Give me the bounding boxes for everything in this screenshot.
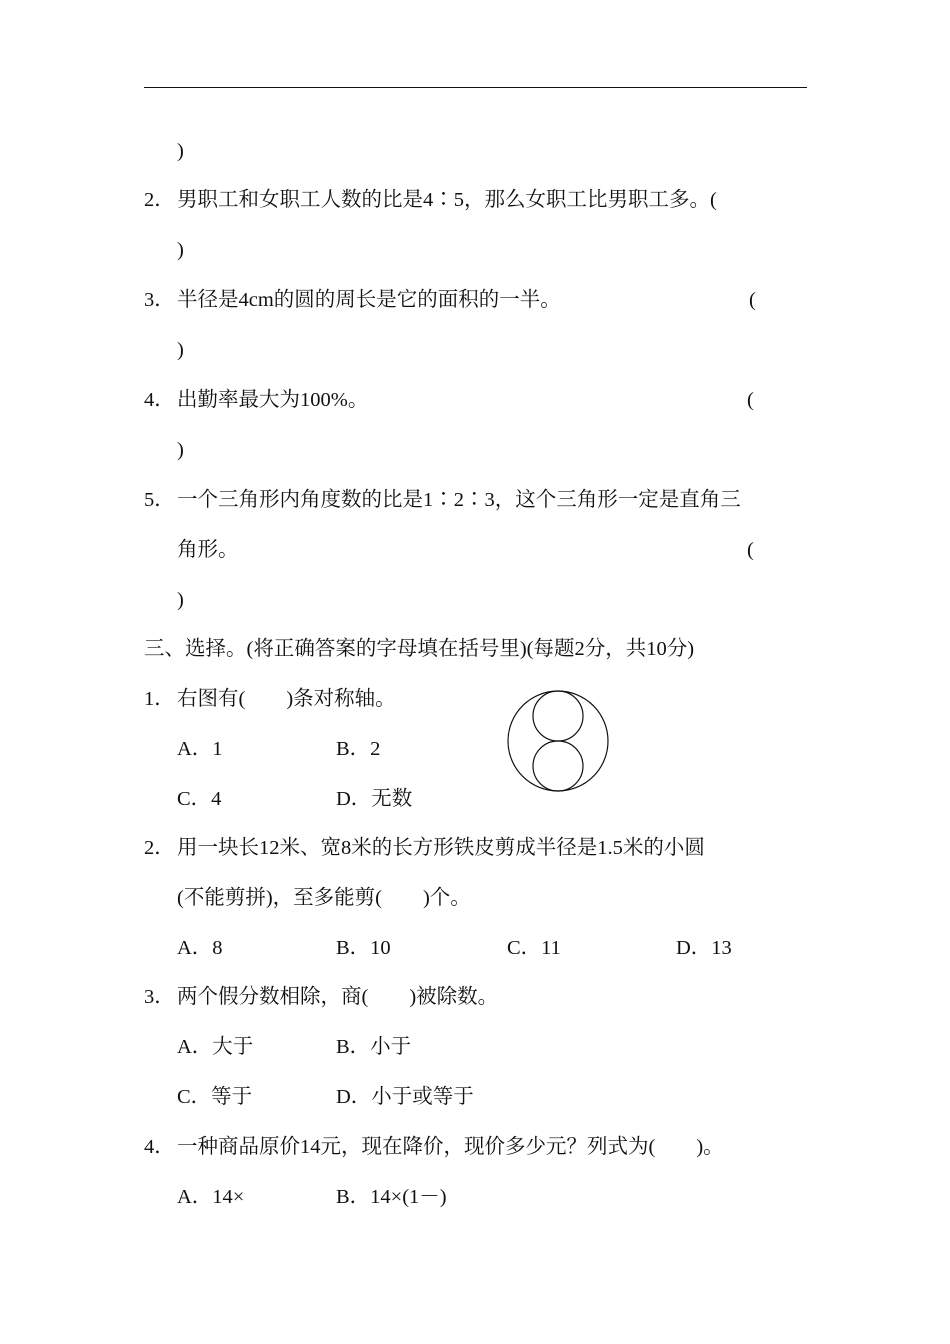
judge-3-number: 3． bbox=[144, 289, 175, 311]
circle-figure bbox=[506, 689, 610, 793]
inner-circle-top bbox=[533, 691, 583, 741]
judge-5-bracket-close: ) bbox=[177, 589, 184, 611]
choice-2-option-d: D．13 bbox=[676, 937, 732, 959]
judge-5-bracket-open: ( bbox=[747, 539, 754, 561]
choice-2-text-line1: 用一块长12米、宽8米的长方形铁皮剪成半径是1.5米的小圆 bbox=[177, 837, 705, 859]
choice-2-option-b: B．10 bbox=[336, 937, 391, 959]
judge-5-number: 5． bbox=[144, 489, 175, 511]
judge-4-text: 出勤率最大为100%。 bbox=[177, 389, 369, 411]
choice-1-option-a: A．1 bbox=[177, 738, 223, 760]
judge-3-text: 半径是4cm的圆的周长是它的面积的一半。 bbox=[177, 289, 561, 311]
choice-1-option-c: C．4 bbox=[177, 788, 222, 810]
choice-3-number: 3． bbox=[144, 986, 175, 1008]
choice-2-number: 2． bbox=[144, 837, 175, 859]
choice-1-number: 1． bbox=[144, 688, 175, 710]
judge-5-text-line2: 角形。 bbox=[177, 539, 239, 561]
judge-3-bracket-close: ) bbox=[177, 339, 184, 361]
choice-2-option-a: A．8 bbox=[177, 937, 223, 959]
judge-3-bracket-open: ( bbox=[749, 289, 756, 311]
choice-2-option-c: C．11 bbox=[507, 937, 561, 959]
judge-4-bracket-close: ) bbox=[177, 439, 184, 461]
judge-2-bracket-close: ) bbox=[177, 239, 184, 261]
inner-circle-bottom bbox=[533, 741, 583, 791]
choice-1-option-d: D．无数 bbox=[336, 788, 413, 810]
choice-1-option-b: B．2 bbox=[336, 738, 381, 760]
choice-4-number: 4． bbox=[144, 1136, 175, 1158]
choice-2-text-line2: (不能剪拼)，至多能剪( )个。 bbox=[177, 887, 471, 909]
answer-bracket-close: ) bbox=[177, 140, 184, 162]
choice-3-option-d: D．小于或等于 bbox=[336, 1086, 474, 1108]
choice-3-text: 两个假分数相除，商( )被除数。 bbox=[177, 986, 499, 1008]
judge-5-text-line1: 一个三角形内角度数的比是1∶2∶3，这个三角形一定是直角三 bbox=[177, 489, 741, 511]
header-rule bbox=[144, 87, 807, 88]
choice-3-option-a: A．大于 bbox=[177, 1036, 254, 1058]
choice-4-option-a: A．14× bbox=[177, 1186, 245, 1208]
choice-4-text: 一种商品原价14元，现在降价，现价多少元？列式为( )。 bbox=[177, 1136, 724, 1158]
section-3-heading: 三、选择。(将正确答案的字母填在括号里)(每题2分，共10分) bbox=[144, 638, 695, 660]
choice-3-option-b: B．小于 bbox=[336, 1036, 412, 1058]
choice-3-option-c: C．等于 bbox=[177, 1086, 253, 1108]
judge-4-bracket-open: ( bbox=[747, 389, 754, 411]
judge-4-number: 4． bbox=[144, 389, 175, 411]
choice-4-option-b: B．14×(1－) bbox=[336, 1186, 447, 1208]
choice-1-text: 右图有( )条对称轴。 bbox=[177, 688, 396, 710]
judge-2-number: 2． bbox=[144, 189, 175, 211]
judge-2-text: 男职工和女职工人数的比是4∶5，那么女职工比男职工多。( bbox=[177, 189, 717, 211]
